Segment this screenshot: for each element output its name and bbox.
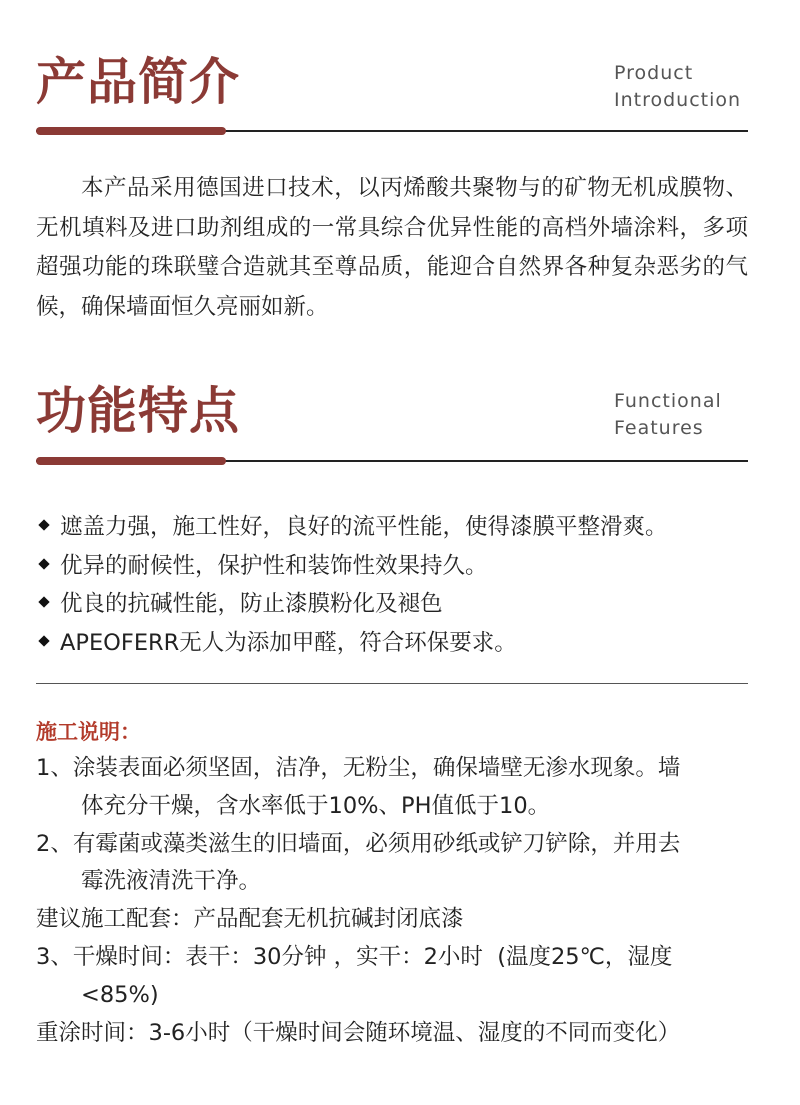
feature-text: APEOFERR无人为添加甲醛，符合环保要求。 [60,629,517,656]
feature-item [36,583,756,622]
intro-paragraph: 本产品采用德国进口技术，以丙烯酸共聚物与的矿物无机成膜物、无机填料及进口助剂组成的一常具综合优异性能的高档外墙涂料，多项超强功能的珠联璧合造就其至尊品质，能迎合自然界各种复杂恶劣的气候，确保墙面恒久亮丽如新。 [36,175,748,320]
feature-text: 优异的耐候性，保护性和装饰性效果持久。 [60,552,488,579]
features-english-line-1: Functional [614,390,722,412]
feature-text: 遮盖力强，施工性好，良好的流平性能，使得漆膜平整滑爽。 [60,514,668,541]
intro-accent-bar [36,127,226,135]
diamond-bullet-icon [38,635,49,646]
intro-english-line-2: Introduction [614,89,742,111]
feature-item [36,545,756,584]
intro-title: 产品简介 [36,53,240,111]
instruction-line: 体充分干燥，含水率低于10%、PH值低于10。 [81,792,551,819]
features-accent-bar [36,457,226,465]
instructions-title: 施工说明： [36,720,141,744]
instruction-line: 2、有霉菌或藻类滋生的旧墙面，必须用砂纸或铲刀铲除，并用去 [36,830,681,857]
diamond-bullet-icon [38,558,49,569]
instruction-line: <85%) [81,981,159,1008]
intro-english-line-1: Product [614,62,694,84]
features-english-line-2: Features [614,417,704,439]
instruction-line: 重涂时间：3-6小时（干燥时间会随环境温、湿度的不同而变化） [36,1019,681,1046]
features-english-title [614,388,722,442]
feature-item [36,622,756,661]
features-title: 功能特点 [36,382,240,440]
instruction-line: 3、干燥时间：表干：30分钟 ，实干：2小时 (温度25℃，湿度 [36,943,673,970]
diamond-bullet-icon [38,597,49,608]
intro-english-title [614,60,741,114]
feature-item [36,506,756,545]
feature-text: 优良的抗碱性能，防止漆膜粉化及褪色 [60,591,443,618]
instruction-line: 建议施工配套：产品配套无机抗碱封闭底漆 [36,906,464,933]
instructions-body [36,750,766,1052]
diamond-bullet-icon [38,520,49,531]
instruction-line: 1、涂装表面必须坚固，洁净，无粉尘，确保墙壁无渗水现象。墙 [36,755,681,781]
section-divider [36,683,748,684]
instruction-line: 霉洗液清洗干净。 [81,868,262,895]
features-list [36,506,756,660]
